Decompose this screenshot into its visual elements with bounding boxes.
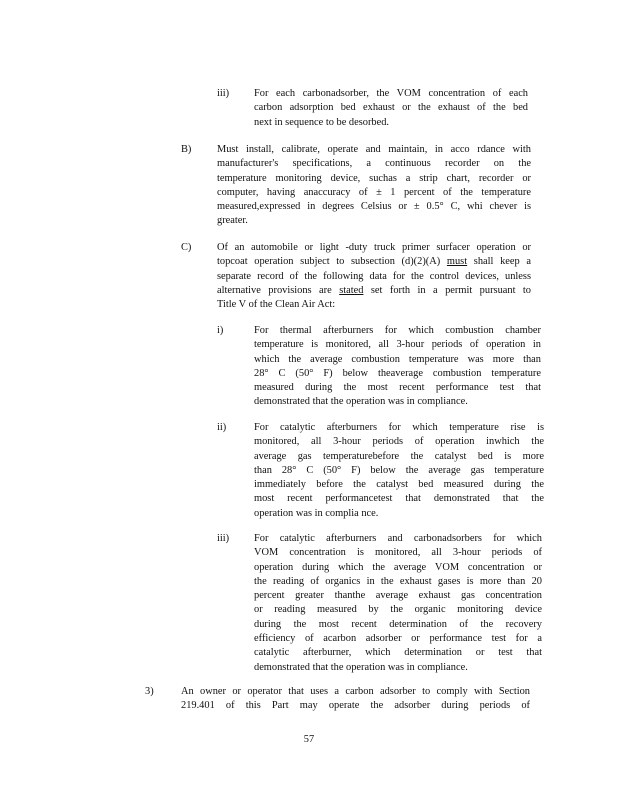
text-line: separate record of the following data for the control devices, unless: [217, 270, 531, 282]
paragraph-c-primer-surfacer: [217, 241, 531, 312]
text-line: which the average combustion temperature was more than: [254, 353, 541, 365]
text-line: computer, having anaccuracy of ± 1 percent of the temperature: [217, 186, 531, 198]
text-line: VOM concentration is monitored, all 3-hour periods of: [254, 547, 542, 559]
item-label: iii): [217, 533, 230, 544]
text-line: alternative provisions are stated set forth in a permit pursuant to: [217, 284, 531, 296]
text-line: For thermal afterburners for which combustion chamber: [254, 325, 541, 336]
item-label: B): [181, 144, 192, 155]
item-label: 3): [145, 686, 154, 697]
text-line: operation during which the average VOM concentration or: [254, 561, 542, 573]
text-line: For catalytic afterburners for which temperature rise is: [254, 422, 544, 433]
text-line: For catalytic afterburners and carbonadsorbers for which: [254, 533, 542, 544]
item-label: ii): [217, 422, 227, 433]
text-line: demonstrated that the operation was in compliance.: [254, 396, 468, 408]
text-line: the reading of organics in the exhaust gases is more than 20: [254, 575, 542, 587]
text-line: demonstrated that the operation was in compliance.: [254, 661, 468, 673]
inserted-text: stated: [339, 284, 364, 296]
item-label: iii): [217, 88, 230, 99]
text-line: monitored, all 3-hour periods of operation inwhich the: [254, 436, 544, 448]
page-number: 57: [303, 734, 315, 745]
text-line: Must install, calibrate, operate and maintain, in acco rdance with: [217, 144, 531, 155]
text-line: temperature monitoring device, suchas a strip chart, recorder or: [217, 172, 531, 184]
text-line: catalytic afterburner, which determination or test that: [254, 647, 542, 659]
paragraph-iii-carbon-adsorber: [254, 87, 528, 130]
text-line: topcoat operation subject to subsection (d)(2)(A) must shall keep a: [217, 256, 531, 268]
text-line: than 28° C (50° F) below the average gas temperature: [254, 464, 544, 476]
text-line: measured,expressed in degrees Celsius or ± 0.5° C, whi chever is: [217, 201, 531, 213]
inserted-text: must: [446, 256, 468, 268]
paragraph-b-recorder: [217, 143, 531, 229]
text-line: For each carbonadsorber, the VOM concentration of each: [254, 88, 528, 99]
paragraph-3-carbon-adsorber: [181, 685, 530, 714]
text-line: average gas temperaturebefore the catalyst bed is more: [254, 450, 544, 462]
text-line: percent greater thanthe average exhaust gas concentration: [254, 590, 542, 602]
text-line: greater.: [217, 215, 248, 227]
text-line: manufacturer's specifications, a continuous recorder on the: [217, 158, 531, 170]
text-line: measured during the most recent performance test that: [254, 382, 541, 394]
text-line: An owner or operator that uses a carbon adsorber to comply with Section: [181, 686, 530, 697]
paragraph-i-thermal-afterburners: [254, 324, 541, 410]
text-line: Title V of the Clean Air Act:: [217, 299, 336, 311]
text-line: or reading measured by the organic monitoring device: [254, 604, 542, 616]
text-line: carbon adsorption bed exhaust or the exhaust of the bed: [254, 102, 528, 114]
paragraph-ii-catalytic-afterburners: [254, 421, 544, 521]
text-line: immediately before the catalyst bed measured during the: [254, 479, 544, 491]
text-line: Of an automobile or light -duty truck primer surfacer operation or: [217, 242, 531, 253]
paragraph-iii-vom-concentration: [254, 532, 542, 675]
text-line: during the most recent determination of the recovery: [254, 618, 542, 630]
text-line: efficiency of acarbon adsorber or performance test for a: [254, 633, 542, 645]
text-line: operation was in complia nce.: [254, 507, 379, 519]
text-line: most recent performancetest that demonstrated that the: [254, 493, 544, 505]
text-line: 219.401 of this Part may operate the adsorber during periods of: [181, 700, 530, 712]
item-label: C): [181, 242, 192, 253]
text-line: next in sequence to be desorbed.: [254, 116, 390, 128]
text-line: temperature is monitored, all 3-hour periods of operation in: [254, 339, 541, 351]
item-label: i): [217, 325, 224, 336]
text-line: 28° C (50° F) below theaverage combustion temperature: [254, 367, 541, 379]
